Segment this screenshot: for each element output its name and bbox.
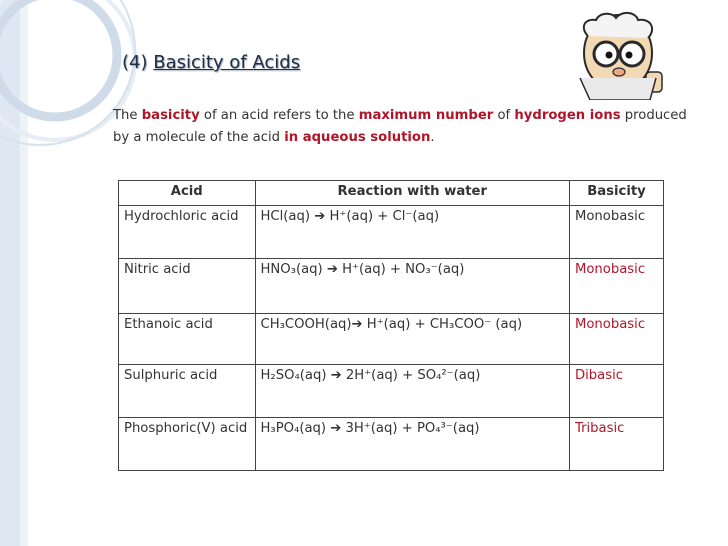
table-row <box>119 365 664 418</box>
acid-name: Ethanoic acid <box>119 314 256 365</box>
reaction-equation: CH₃COOH(aq)➔ H⁺(aq) + CH₃COO⁻ (aq) <box>255 314 569 365</box>
slide-title <box>122 52 300 73</box>
reaction-equation: HCl(aq) ➔ H⁺(aq) + Cl⁻(aq) <box>255 206 569 259</box>
table-row <box>119 206 664 259</box>
mascot-face-icon <box>560 8 680 100</box>
intro-text-5: . <box>430 130 435 145</box>
intro-text-3: of <box>493 108 515 123</box>
table-header-row <box>119 181 664 206</box>
acid-name: Hydrochloric acid <box>119 206 256 259</box>
title-text: Basicity of Acids <box>153 52 301 73</box>
reaction-equation: HNO₃(aq) ➔ H⁺(aq) + NO₃⁻(aq) <box>255 259 569 314</box>
intro-text-2: of an acid refers to the <box>199 108 359 123</box>
basicity-value: Monobasic <box>569 206 663 259</box>
basicity-value: Monobasic <box>569 314 663 365</box>
decorative-rings <box>0 0 200 200</box>
intro-text-4: produced by a molecule of the acid <box>113 108 687 145</box>
header-acid: Acid <box>119 181 256 206</box>
basicity-table <box>118 180 664 471</box>
intro-highlight-hydrogen-ions: hydrogen ions <box>514 108 621 123</box>
acid-name: Nitric acid <box>119 259 256 314</box>
basicity-value: Monobasic <box>569 259 663 314</box>
reaction-equation: H₃PO₄(aq) ➔ 3H⁺(aq) + PO₄³⁻(aq) <box>255 418 569 471</box>
table-row <box>119 314 664 365</box>
basicity-value: Tribasic <box>569 418 663 471</box>
basicity-value: Dibasic <box>569 365 663 418</box>
acid-name: Phosphoric(V) acid <box>119 418 256 471</box>
title-prefix: (4) <box>122 52 154 73</box>
acid-name: Sulphuric acid <box>119 365 256 418</box>
intro-highlight-basicity: basicity <box>141 108 200 123</box>
intro-highlight-max-number: maximum number <box>358 108 494 123</box>
reaction-equation: H₂SO₄(aq) ➔ 2H⁺(aq) + SO₄²⁻(aq) <box>255 365 569 418</box>
intro-text-1: The <box>113 108 142 123</box>
intro-paragraph <box>113 105 693 149</box>
table-row <box>119 259 664 314</box>
header-reaction: Reaction with water <box>255 181 569 206</box>
table-row <box>119 418 664 471</box>
header-basicity: Basicity <box>569 181 663 206</box>
intro-highlight-aqueous: in aqueous solution <box>284 130 431 145</box>
